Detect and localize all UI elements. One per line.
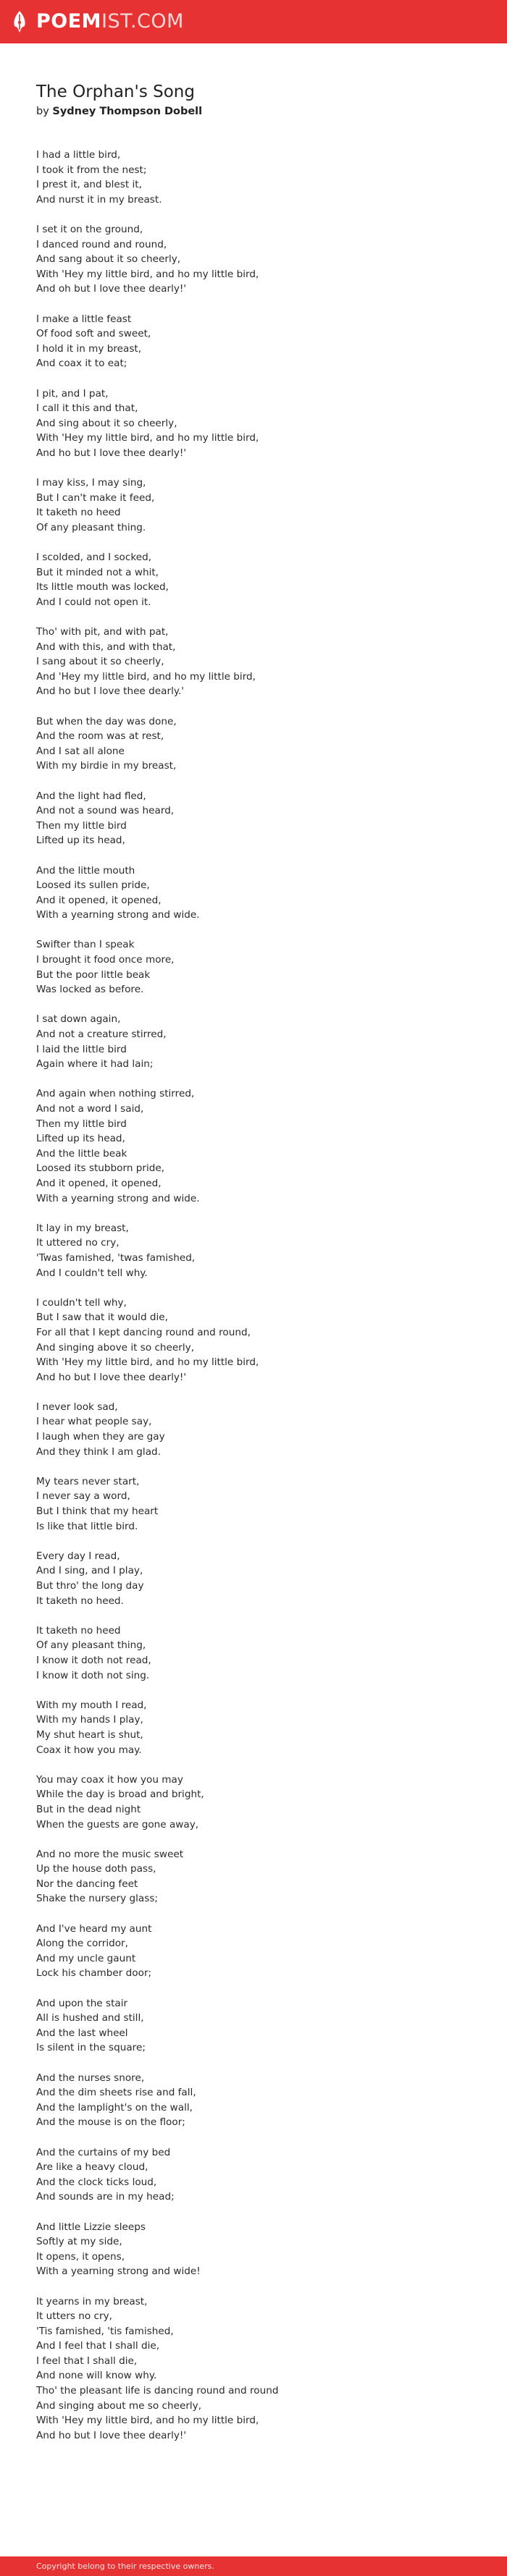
poem-line: Loosed its sullen pride, <box>36 879 150 892</box>
poem-line: Every day I read, <box>36 1550 120 1562</box>
logo-name-light: IST.COM <box>101 10 184 33</box>
poem-line: And sing about it so cheerly, <box>36 417 177 429</box>
poem-line: I had a little bird, <box>36 149 121 161</box>
poem-line: I pit, and I pat, <box>36 387 109 400</box>
poem-line: Is silent in the square; <box>36 2042 146 2054</box>
poem-line: And the light had fled, <box>36 790 146 802</box>
poem-line: Tho' the pleasant life is dancing round and round <box>36 2385 279 2397</box>
stanza <box>36 1296 471 1385</box>
poem-line: It utters no cry, <box>36 2310 112 2323</box>
poem-line: With 'Hey my little bird, and ho my little bird, <box>36 1356 259 1369</box>
poem-line: With my birdie in my breast, <box>36 760 177 772</box>
stanza <box>36 1847 471 1906</box>
poem-line: It opens, it opens, <box>36 2250 125 2263</box>
poem-line: When the guests are gone away, <box>36 1818 199 1830</box>
stanza <box>36 550 471 609</box>
poem-line: And not a creature stirred, <box>36 1029 167 1041</box>
poem-line: And not a sound was heard, <box>36 805 175 817</box>
poem-line: I never say a word, <box>36 1490 130 1503</box>
poem-line: It taketh no heed <box>36 1624 121 1637</box>
poem-line: And it opened, it opened, <box>36 1177 162 1189</box>
poem-line: It uttered no cry, <box>36 1237 120 1249</box>
poem-line: I know it doth not sing. <box>36 1669 150 1681</box>
poem-line: Then my little bird <box>36 1118 127 1130</box>
stanza <box>36 1549 471 1608</box>
poem-line: I scolded, and I socked, <box>36 552 152 564</box>
stanza <box>36 1773 471 1832</box>
poem-line: And I could not open it. <box>36 596 151 608</box>
stanza <box>36 1086 471 1206</box>
stanza <box>36 1012 471 1071</box>
stanza <box>36 387 471 461</box>
poem-line: It taketh no heed. <box>36 1595 124 1607</box>
poem-line: And the room was at rest, <box>36 730 164 743</box>
poem-line: I took it from the nest; <box>36 164 147 176</box>
poem-line: I set it on the ground, <box>36 223 143 235</box>
poem-line: And 'Hey my little bird, and ho my little bird, <box>36 670 256 683</box>
poem-line: 'Twas famished, 'twas famished, <box>36 1251 196 1264</box>
poem-line: It taketh no heed <box>36 507 121 519</box>
poem-line: Of any pleasant thing. <box>36 521 146 533</box>
poem-line: Of food soft and sweet, <box>36 328 151 340</box>
poem-line: Softly at my side, <box>36 2236 122 2248</box>
poem-byline <box>36 104 471 119</box>
poem-line: Are like a heavy cloud, <box>36 2161 148 2174</box>
stanza <box>36 2145 471 2205</box>
poem-line: I prest it, and blest it, <box>36 179 142 191</box>
poem-line: Tho' with pit, and with pat, <box>36 626 169 638</box>
poem-line: Its little mouth was locked, <box>36 581 169 594</box>
poem-line: Shake the nursery glass; <box>36 1893 158 1905</box>
stanza <box>36 148 471 207</box>
poem-line: While the day is broad and bright, <box>36 1789 204 1801</box>
poem-line: I may kiss, I may sing, <box>36 477 146 489</box>
stanza <box>36 863 471 923</box>
poem-line: But I can't make it feed, <box>36 491 155 504</box>
site-footer <box>0 2556 507 2576</box>
poem-line: And none will know why. <box>36 2370 157 2382</box>
poem-line: And the little mouth <box>36 864 135 877</box>
poem-line: And the mouse is on the floor; <box>36 2116 185 2129</box>
poem-line: My tears never start, <box>36 1475 140 1487</box>
poem-line: I laid the little bird <box>36 1043 127 1055</box>
stanza <box>36 2220 471 2279</box>
poem-line: But I saw that it would die, <box>36 1312 168 1324</box>
poem-line: I never look sad, <box>36 1401 118 1413</box>
poem-line: But when the day was done, <box>36 715 177 727</box>
poem-line: And not a word I said, <box>36 1103 144 1115</box>
byline-prefix: by <box>36 106 49 117</box>
poem-line: I danced round and round, <box>36 238 167 250</box>
poem-line: I feel that I shall die, <box>36 2355 138 2367</box>
poem-line: For all that I kept dancing round and round, <box>36 1326 251 1338</box>
poem-line: I hear what people say, <box>36 1416 152 1428</box>
logo-wordmark <box>36 9 184 34</box>
poem-line: Of any pleasant thing, <box>36 1639 146 1652</box>
poem-line: You may coax it how you may <box>36 1773 183 1786</box>
logo-name-bold: POEM <box>36 10 102 33</box>
poem-line: With my hands I play, <box>36 1714 143 1726</box>
stanza <box>36 222 471 297</box>
poem-line: But it minded not a whit, <box>36 566 159 578</box>
poem-line: With 'Hey my little bird, and ho my little bird, <box>36 2415 259 2427</box>
stanza <box>36 1996 471 2056</box>
poem-line: And I've heard my aunt <box>36 1922 152 1935</box>
site-header <box>0 0 507 43</box>
poem-line: But in the dead night <box>36 1803 141 1815</box>
poem-line: But I think that my heart <box>36 1506 159 1518</box>
poem-line: And I feel that I shall die, <box>36 2340 160 2352</box>
poem-line: With a yearning strong and wide. <box>36 909 200 921</box>
stanza <box>36 476 471 535</box>
poem-line: Is like that little bird. <box>36 1520 138 1532</box>
site-logo-link[interactable] <box>9 9 184 34</box>
poem-line: I couldn't tell why, <box>36 1296 127 1309</box>
stanza <box>36 2071 471 2130</box>
poem-line: And the little beak <box>36 1147 127 1160</box>
poem-title: The Orphan's Song <box>36 83 195 101</box>
poem-line: And ho but I love thee dearly!' <box>36 1371 187 1383</box>
stanza <box>36 937 471 997</box>
poem-line: And the curtains of my bed <box>36 2146 171 2158</box>
poem-line: Then my little bird <box>36 819 127 832</box>
poem-line: And with this, and with that, <box>36 641 176 653</box>
poem-line: And they think I am glad. <box>36 1445 161 1458</box>
poem-line: And ho but I love thee dearly.' <box>36 685 185 698</box>
poem-line: I hold it in my breast, <box>36 342 142 355</box>
poem-line: And it opened, it opened, <box>36 894 162 906</box>
poem-line: And ho but I love thee dearly!' <box>36 2429 187 2441</box>
poem-line: Coax it how you may. <box>36 1744 142 1756</box>
stanza <box>36 1474 471 1534</box>
poem-line: And I couldn't tell why. <box>36 1267 148 1279</box>
poem-line: With a yearning strong and wide! <box>36 2265 201 2278</box>
stanza <box>36 312 471 371</box>
stanza <box>36 1400 471 1459</box>
poem-line: With my mouth I read, <box>36 1699 147 1711</box>
stanza <box>36 1221 471 1280</box>
poem-line: Loosed its stubborn pride, <box>36 1162 165 1175</box>
poem-line: And coax it to eat; <box>36 358 127 370</box>
poem-line: I call it this and that, <box>36 402 138 415</box>
stanza <box>36 625 471 699</box>
poem-line: And no more the music sweet <box>36 1848 184 1860</box>
poem-line: And I sing, and I play, <box>36 1565 143 1577</box>
poem-line: Nor the dancing feet <box>36 1878 138 1890</box>
poem-line: Again where it had lain; <box>36 1058 154 1070</box>
poem-line: And sang about it so cheerly, <box>36 253 181 266</box>
stanza <box>36 1922 471 1981</box>
poem-line: And nurst it in my breast. <box>36 193 162 206</box>
copyright-notice: Copyright belong to their respective owners. <box>36 2562 214 2571</box>
poem-line: And my uncle gaunt <box>36 1952 136 1964</box>
poem-line: But thro' the long day <box>36 1580 144 1592</box>
poem-line: And singing above it so cheerly, <box>36 1341 195 1354</box>
poem-line: I know it doth not read, <box>36 1654 151 1666</box>
poem-content <box>36 81 471 2458</box>
poem-line: It lay in my breast, <box>36 1222 129 1234</box>
poem-line: I sat down again, <box>36 1013 121 1026</box>
poem-line: Was locked as before. <box>36 984 144 996</box>
stanza <box>36 714 471 774</box>
poem-line: My shut heart is shut, <box>36 1728 143 1741</box>
poem-line: I brought it food once more, <box>36 954 175 966</box>
poem-line: Along the corridor, <box>36 1938 128 1950</box>
poem-line: But the poor little beak <box>36 968 151 981</box>
poem-line: With a yearning strong and wide. <box>36 1192 200 1204</box>
poem-line: And sounds are in my head; <box>36 2191 175 2203</box>
stanza <box>36 2294 471 2444</box>
author-link[interactable]: Sydney Thompson Dobell <box>52 106 203 117</box>
poem-line: And the last wheel <box>36 2027 128 2039</box>
poem-line: And the dim sheets rise and fall, <box>36 2087 196 2099</box>
poem-line: And the clock ticks loud, <box>36 2176 157 2188</box>
poem-line: Up the house doth pass, <box>36 1863 156 1875</box>
poem-line: And again when nothing stirred, <box>36 1088 195 1100</box>
stanza <box>36 1623 471 1683</box>
poem-line: I make a little feast <box>36 313 132 325</box>
poem-line: And little Lizzie sleeps <box>36 2221 146 2233</box>
poem-line: With 'Hey my little bird, and ho my little bird, <box>36 268 259 280</box>
poem-line: And I sat all alone <box>36 745 125 757</box>
poem-line: And upon the stair <box>36 1997 128 2009</box>
poem-line: And the nurses snore, <box>36 2072 145 2084</box>
poem-line: And ho but I love thee dearly!' <box>36 447 187 459</box>
poem-body <box>36 148 471 2443</box>
quill-pen-icon <box>9 10 30 33</box>
stanza <box>36 1698 471 1757</box>
poem-line: Lifted up its head, <box>36 835 125 847</box>
poem-line: Lifted up its head, <box>36 1133 125 1145</box>
poem-line: And the lamplight's on the wall, <box>36 2101 193 2113</box>
poem-line: With 'Hey my little bird, and ho my little bird, <box>36 432 259 444</box>
poem-line: I laugh when they are gay <box>36 1431 165 1443</box>
poem-line: And oh but I love thee dearly!' <box>36 283 187 295</box>
poem-line: I sang about it so cheerly, <box>36 656 164 668</box>
poem-line: And singing about me so cheerly, <box>36 2399 202 2412</box>
poem-line: 'Tis famished, 'tis famished, <box>36 2325 174 2337</box>
stanza <box>36 789 471 848</box>
poem-line: Swifter than I speak <box>36 939 135 951</box>
poem-line: Lock his chamber door; <box>36 1967 152 1980</box>
poem-line: It yearns in my breast, <box>36 2295 148 2307</box>
poem-line: All is hushed and still, <box>36 2012 144 2024</box>
